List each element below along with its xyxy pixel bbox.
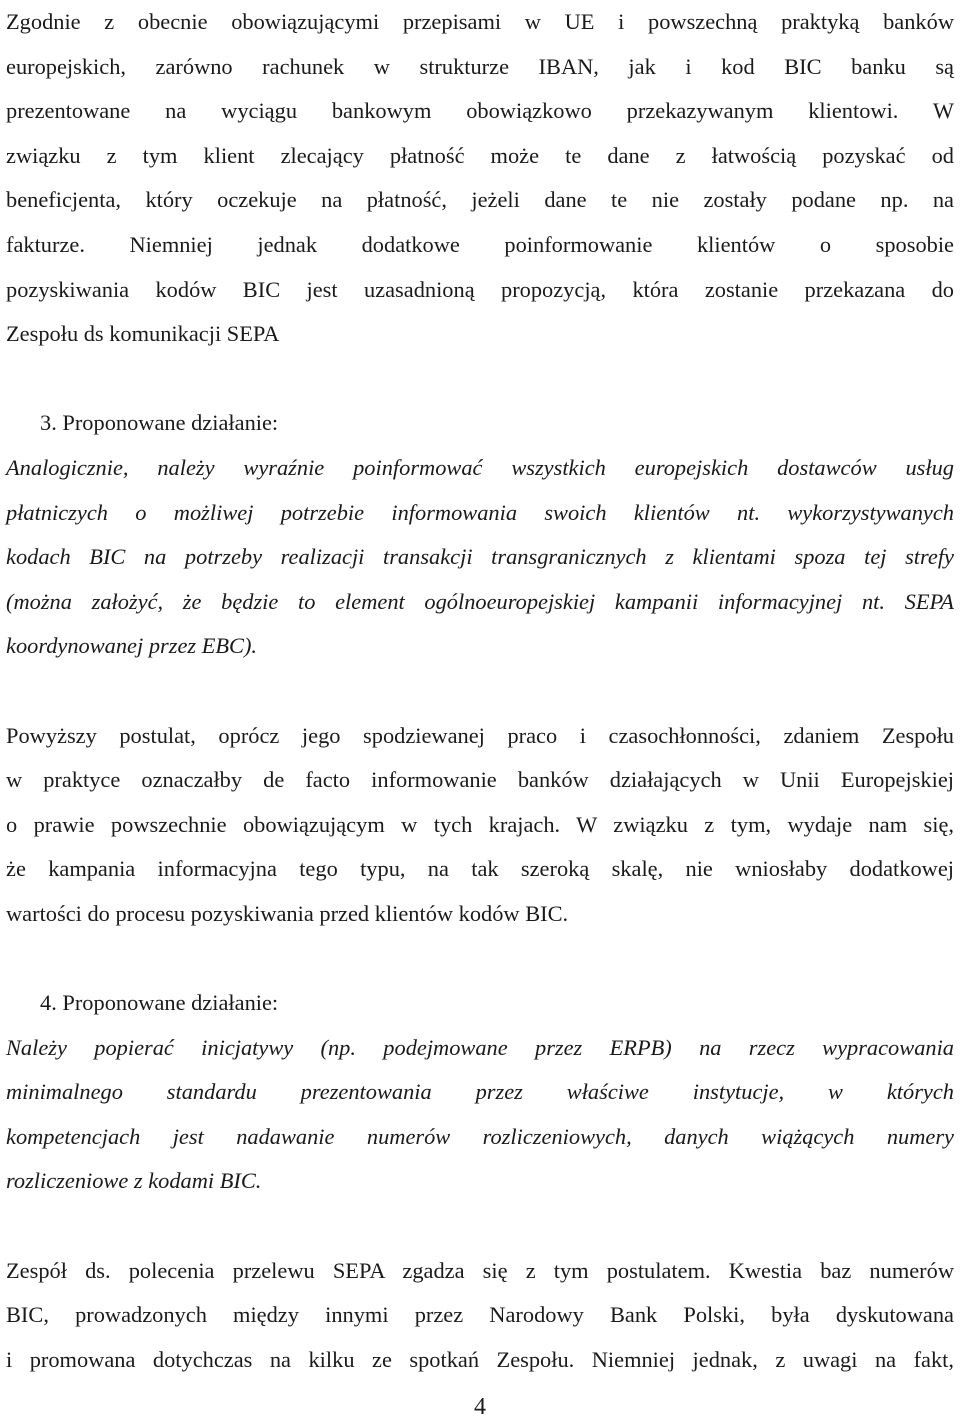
text-line: związku z tym klient zlecający płatność może te dane z łatwością pozyskać od (6, 142, 954, 168)
text-line: kodach BIC na potrzeby realizacji transakcji transgranicznych z klientami spoza tej strefy (6, 544, 954, 570)
spacer (6, 936, 954, 981)
text-line: (można założyć, że będzie to element ogólnoeuropejskiej kampanii informacyjnej nt. SEPA (6, 588, 954, 614)
text-line: Zespołu ds komunikacji SEPA (6, 321, 280, 347)
text-line: prezentowane na wyciągu bankowym obowiązkowo przekazywanym klientowi. W (6, 98, 954, 124)
text-line: Zespół ds. polecenia przelewu SEPA zgadza się z tym postulatem. Kwestia baz numerów (6, 1257, 954, 1283)
text-line: płatniczych o możliwej potrzebie informowania swoich klientów nt. wykorzystywanych (6, 499, 954, 525)
text-line: w praktyce oznaczałby de facto informowanie banków działających w Unii Europejskiej (6, 767, 954, 793)
spacer (6, 669, 954, 714)
text-line: europejskich, zarówno rachunek w strukturze IBAN, jak i kod BIC banku są (6, 53, 954, 79)
text-line: pozyskiwania kodów BIC jest uzasadnioną propozycją, która zostanie przekazana do (6, 276, 954, 302)
text-line: kompetencjach jest nadawanie numerów rozliczeniowych, danych wiążących numery (6, 1123, 954, 1149)
text-line: Zgodnie z obecnie obowiązującymi przepisami w UE i powszechną praktyką banków (6, 9, 954, 34)
text-line: BIC, prowadzonych między innymi przez Narodowy Bank Polski, była dyskutowana (6, 1302, 954, 1328)
spacer (6, 357, 954, 402)
paragraph-1 (6, 0, 954, 357)
section-heading: 3. Proponowane działanie: (40, 410, 279, 436)
text-line: Powyższy postulat, oprócz jego spodziewanej praco i czasochłonności, zdaniem Zespołu (6, 722, 954, 748)
text-line: wartości do procesu pozyskiwania przed klientów kodów BIC. (6, 900, 569, 926)
spacer (6, 1204, 954, 1249)
section-3 (6, 401, 954, 669)
page-number: 4 (474, 1394, 486, 1420)
text-line: o prawie powszechnie obowiązującym w tych krajach. W związku z tym, wydaje nam się, (6, 811, 954, 837)
text-line: minimalnego standardu prezentowania przez właściwe instytucje, w których (6, 1079, 954, 1105)
text-line: koordynowanej przez EBC). (6, 633, 258, 659)
section-4 (6, 981, 954, 1204)
text-line: że kampania informacyjna tego typu, na tak szeroką skalę, nie wniosłaby dodatkowej (6, 856, 954, 882)
section-heading: 4. Proponowane działanie: (40, 990, 279, 1016)
text-line: Analogicznie, należy wyraźnie poinformować wszystkich europejskich dostawców usług (6, 454, 954, 480)
paragraph-2 (6, 714, 954, 937)
text-line: rozliczeniowe z kodami BIC. (6, 1168, 262, 1194)
text-line: fakturze. Niemniej jednak dodatkowe poinformowanie klientów o sposobie (6, 231, 954, 257)
paragraph-3 (6, 1249, 954, 1383)
text-line: i promowana dotychczas na kilku ze spotkań Zespołu. Niemniej jednak, z uwagi na fakt, (6, 1346, 954, 1372)
text-line: beneficjenta, który oczekuje na płatność, jeżeli dane te nie zostały podane np. na (6, 187, 954, 213)
text-line: Należy popierać inicjatywy (np. podejmowane przez ERPB) na rzecz wypracowania (6, 1034, 954, 1060)
document-page (6, 0, 954, 1382)
